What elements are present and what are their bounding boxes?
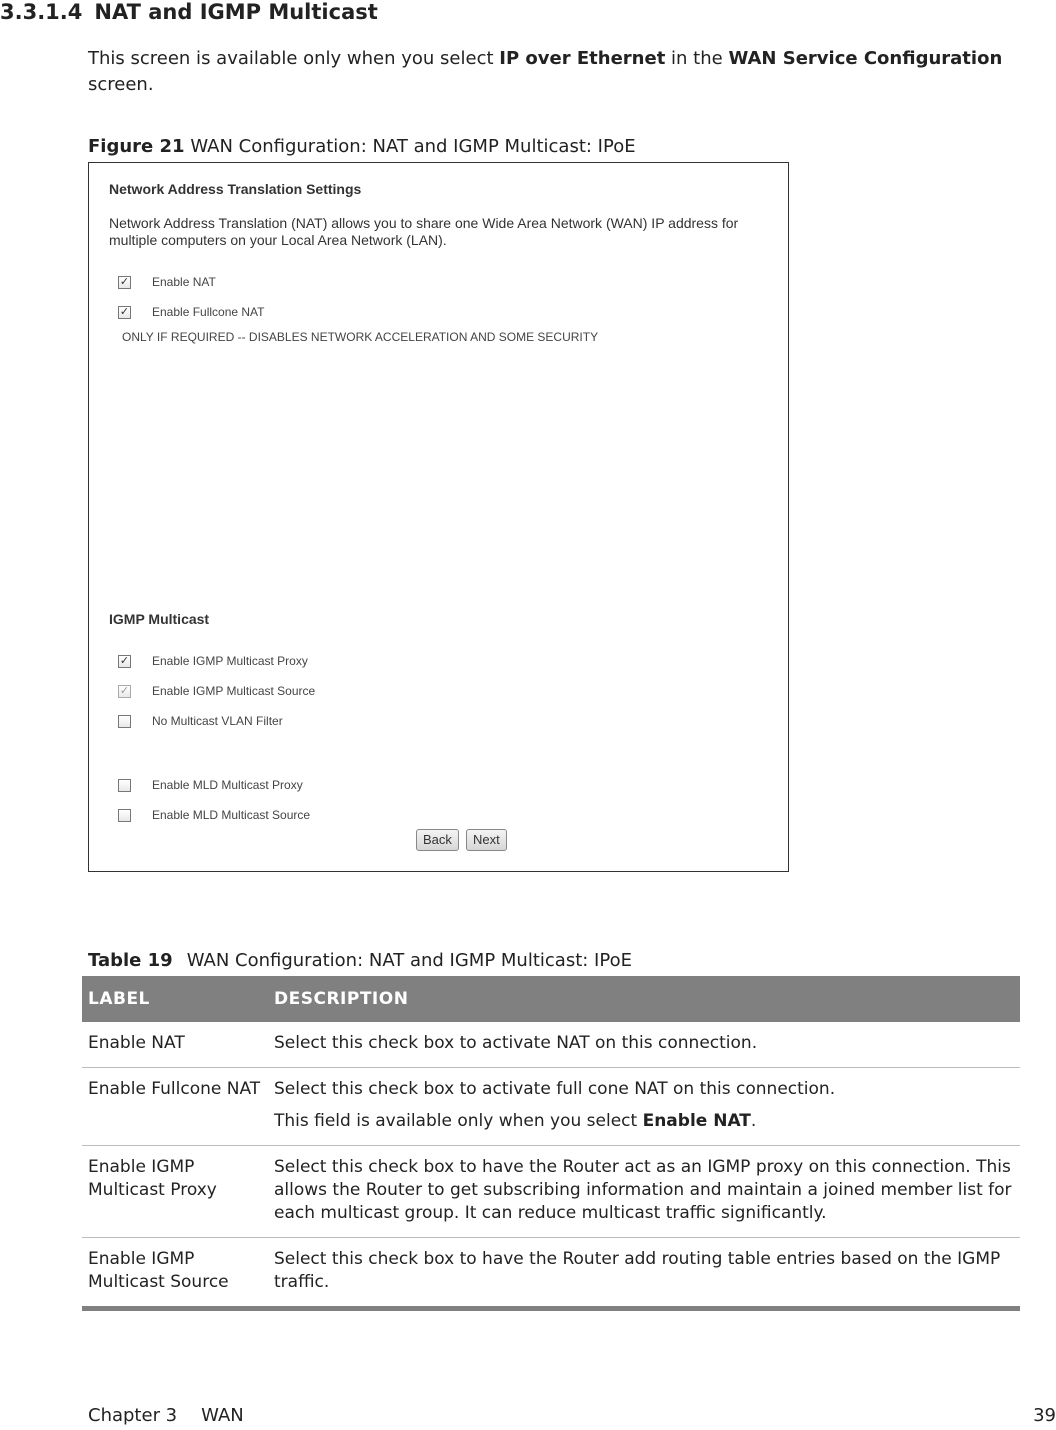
column-header-label: LABEL	[82, 976, 268, 1022]
table-row	[82, 1022, 1020, 1068]
nat-description: Network Address Translation (NAT) allows you to share one Wide Area Network (WAN) IP address for multiple computers on your Local Area Network (LAN).	[109, 215, 739, 248]
enable-nat-checkbox[interactable]: ✓	[119, 275, 130, 288]
section-title: NAT and IGMP Multicast	[94, 0, 378, 24]
row-description: Select this check box to activate NAT on this connection.	[268, 1022, 1020, 1068]
mld-proxy-label: Enable MLD Multicast Proxy	[152, 778, 303, 792]
figure-label: Figure 21	[88, 136, 185, 157]
section-heading	[0, 0, 378, 24]
table-caption-text: WAN Configuration: NAT and IGMP Multicast: IPoE	[186, 950, 632, 971]
mld-source-label: Enable MLD Multicast Source	[152, 808, 311, 822]
figure-caption	[88, 136, 636, 157]
row-label: Enable IGMP Multicast Proxy	[82, 1146, 268, 1238]
igmp-source-row	[118, 683, 315, 699]
igmp-proxy-row	[118, 653, 308, 669]
mld-source-row	[118, 807, 310, 823]
next-button[interactable]: Next	[466, 829, 507, 851]
row-description-text: Select this check box to activate full cone NAT on this connection.	[274, 1079, 836, 1099]
enable-fullcone-row	[118, 304, 265, 320]
enable-nat-row	[118, 274, 216, 290]
row-note-bold: Enable NAT	[642, 1111, 751, 1131]
table-label: Table 19	[88, 950, 173, 971]
no-vlan-filter-label: No Multicast VLAN Filter	[152, 714, 283, 728]
row-description: Select this check box to have the Router add routing table entries based on the IGMP traffic.	[268, 1238, 1020, 1309]
intro-text: screen.	[88, 74, 154, 95]
screenshot-figure	[88, 162, 789, 872]
igmp-multicast-title: IGMP Multicast	[109, 611, 210, 627]
igmp-proxy-label: Enable IGMP Multicast Proxy	[152, 654, 308, 668]
no-vlan-filter-checkbox[interactable]	[118, 715, 131, 728]
row-note-suffix: .	[750, 1111, 757, 1131]
row-label: Enable NAT	[82, 1022, 268, 1068]
row-label: Enable Fullcone NAT	[82, 1068, 268, 1146]
intro-bold-ipoe: IP over Ethernet	[499, 48, 666, 69]
mld-proxy-row	[118, 777, 303, 793]
row-label: Enable IGMP Multicast Source	[82, 1238, 268, 1309]
enable-fullcone-checkbox[interactable]: ✓	[119, 305, 130, 318]
figure-caption-text: WAN Configuration: NAT and IGMP Multicast: IPoE	[190, 136, 636, 157]
enable-nat-label: Enable NAT	[152, 275, 216, 289]
row-note-text: This field is available only when you select	[274, 1111, 643, 1131]
row-note	[274, 1110, 1014, 1133]
row-description	[268, 1068, 1020, 1146]
row-description: Select this check box to have the Router act as an IGMP proxy on this connection. This allows the Router to get subscribing information and maintain a joined member list for each multicast group. It can reduce multicast traffic significantly.	[268, 1146, 1020, 1238]
fullcone-warning: ONLY IF REQUIRED -- DISABLES NETWORK ACCELERATION AND SOME SECURITY	[122, 330, 599, 344]
table-row	[82, 1146, 1020, 1238]
footer-section: WAN	[201, 1405, 244, 1426]
enable-fullcone-label: Enable Fullcone NAT	[152, 305, 265, 319]
mld-proxy-checkbox[interactable]	[118, 779, 131, 792]
table-caption	[88, 950, 632, 971]
description-table	[82, 976, 1020, 1311]
nat-settings-title: Network Address Translation Settings	[109, 181, 362, 197]
back-button[interactable]: Back	[416, 829, 459, 851]
no-vlan-filter-row	[118, 713, 283, 729]
table-row	[82, 1068, 1020, 1146]
intro-text: This screen is available only when you select	[88, 48, 500, 69]
footer-chapter: Chapter 3	[88, 1405, 178, 1426]
table-row	[82, 1238, 1020, 1309]
column-header-description: DESCRIPTION	[268, 976, 1020, 1022]
mld-source-checkbox[interactable]	[118, 809, 131, 822]
igmp-source-checkbox: ✓	[119, 684, 130, 697]
table-header-row	[82, 976, 1020, 1022]
section-number: 3.3.1.4	[0, 0, 83, 24]
igmp-source-label: Enable IGMP Multicast Source	[152, 684, 316, 698]
intro-paragraph	[88, 46, 1048, 98]
intro-bold-wan-service: WAN Service Configuration	[728, 48, 1003, 69]
page-number: 39	[1033, 1405, 1056, 1426]
intro-text: in the	[665, 48, 729, 69]
igmp-proxy-checkbox[interactable]: ✓	[119, 654, 130, 667]
page-footer-chapter	[88, 1405, 244, 1426]
